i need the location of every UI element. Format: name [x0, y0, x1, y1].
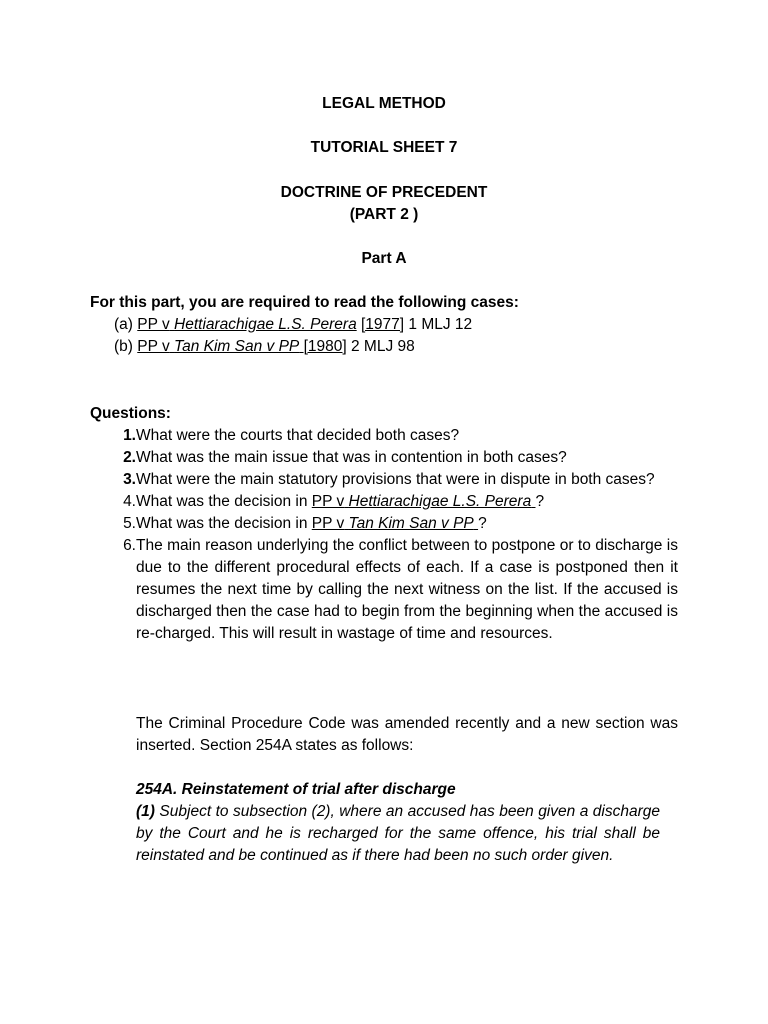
- case-name: Hettiarachigae L.S. Perera: [174, 316, 357, 333]
- question-number: 5.: [123, 515, 136, 532]
- question-item: [100, 513, 678, 535]
- question-number: 3.: [123, 471, 136, 488]
- case-citation: 2 MLJ 98: [350, 338, 415, 355]
- question-text: What were the courts that decided both cases?: [136, 427, 460, 444]
- question-item: [100, 491, 678, 513]
- question-number: 4.: [123, 493, 136, 510]
- case-parties: PP v: [137, 338, 170, 355]
- question-number: 2.: [123, 449, 136, 466]
- question-text: The main reason underlying the conflict between to postpone or to discharge is due to the different procedural effects of each. If a case is postponed then it resumes the next time by calling the next witness on the list. If the accused is discharged then the case had to begin from the beginning when the accused is re-charged. This will result in wastage of time and resources.: [136, 537, 678, 642]
- intro-text: For this part, you are required to read the following cases:: [90, 294, 519, 311]
- question-prefix: What was the decision in: [136, 493, 308, 510]
- section-heading: Part A: [361, 250, 407, 267]
- case-item: [114, 314, 472, 336]
- subsection-marker: (1): [136, 803, 155, 820]
- question-list: [100, 425, 678, 645]
- case-name: Hettiarachigae L.S. Perera: [348, 493, 532, 510]
- case-parties: PP v: [137, 316, 170, 333]
- case-list: [114, 314, 472, 358]
- question-item: [100, 447, 678, 469]
- question-item: [100, 469, 678, 491]
- part-label: (PART 2 ): [349, 206, 419, 223]
- case-year: [1977]: [361, 316, 405, 333]
- case-citation: 1 MLJ 12: [408, 316, 473, 333]
- question-text: What was the main issue that was in contention in both cases?: [136, 449, 567, 466]
- statute-title: 254A. Reinstatement of trial after discharge: [136, 781, 456, 798]
- statute-subsection: [136, 801, 660, 867]
- case-name: Tan Kim San v PP: [348, 515, 474, 532]
- question-text: What were the main statutory provisions that were in dispute in both cases?: [136, 471, 655, 488]
- question-item: [100, 425, 678, 447]
- question-item: [100, 535, 678, 645]
- question-suffix: ?: [535, 493, 545, 510]
- case-marker: (a): [114, 316, 133, 333]
- topic-title: DOCTRINE OF PRECEDENT: [280, 184, 488, 201]
- question-text: [136, 491, 678, 513]
- case-name: Tan Kim San v PP: [174, 338, 300, 355]
- course-title: LEGAL METHOD: [322, 95, 446, 112]
- question-number: 1.: [123, 427, 136, 444]
- case-marker: (b): [114, 338, 133, 355]
- case-year: [1980]: [303, 338, 347, 355]
- question-number: 6.: [123, 537, 136, 554]
- question-text: [136, 513, 678, 535]
- amendment-paragraph: The Criminal Procedure Code was amended recently and a new section was inserted. Section 254A states as follows:: [136, 715, 678, 754]
- questions-heading: Questions:: [90, 405, 171, 422]
- question-prefix: What was the decision in: [136, 515, 308, 532]
- question-suffix: ?: [478, 515, 487, 532]
- case-parties: PP v: [311, 493, 345, 510]
- case-item: [114, 336, 472, 358]
- subsection-text: Subject to subsection (2), where an accused has been given a discharge by the Court and he is recharged for the same offence, his trial shall be reinstated and be continued as if there had been no such order given.: [136, 803, 660, 864]
- tutorial-sheet-title: TUTORIAL SHEET 7: [310, 139, 458, 156]
- case-parties: PP v: [311, 515, 345, 532]
